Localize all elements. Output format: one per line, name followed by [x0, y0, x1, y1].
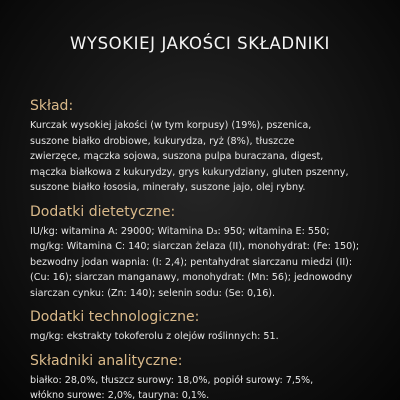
section-text: [30, 373, 382, 400]
text-line: mg/kg: Witamina C: 140; siarczan żelaza (II), monohydrat: (Fe: 150);: [30, 241, 360, 252]
section-dietary-additives: [30, 204, 382, 302]
text-line: mg/kg: ekstrakty tokoferolu z olejów roślinnych: 51.: [30, 331, 279, 342]
section-text: [30, 224, 382, 302]
page-title: WYSOKIEJ JAKOŚCI SKŁADNIKI: [69, 34, 330, 53]
text-line: zwierzęce, mączka sojowa, suszona pulpa buraczana, digest,: [30, 151, 324, 162]
section-composition: [30, 98, 382, 196]
text-line: Kurczak wysokiej jakości (w tym korpusy) (19%), pszenica,: [30, 120, 312, 131]
text-line: (Cu: 16); siarczan manganawy, monohydrat: (Mn: 56); jednowodny: [30, 272, 353, 283]
text-line: białko: 28,0%, tłuszcz surowy: 18,0%, popiół surowy: 7,5%,: [30, 374, 314, 386]
section-heading: Dodatki technologiczne:: [30, 309, 200, 325]
section-analytical-constituents: [30, 353, 382, 400]
section-text: [30, 118, 382, 196]
section-heading: Skład:: [30, 98, 74, 114]
text-line: suszone białko łososia, minerały, suszone jajo, olej rybny.: [30, 182, 306, 193]
section-text: [30, 329, 382, 345]
text-line: siarczan cynku: (Zn: 140); selenin sodu: (Se: 0,16).: [30, 287, 276, 299]
text-line: włókno surowe: 2,0%, tauryna: 0,1%.: [30, 390, 210, 400]
section-technological-additives: [30, 309, 382, 345]
text-line: bezwodny jodan wapnia: (I: 2,4); pentahydrat siarczanu miedzi (II):: [30, 256, 353, 268]
ingredients-content: [30, 98, 382, 400]
text-line: IU/kg: witamina A: 29000; Witamina D₃: 950; witamina E: 550;: [30, 225, 330, 237]
text-line: mączka białkowa z kukurydzy, grys kukurydziany, gluten pszenny,: [30, 166, 349, 178]
section-heading: Dodatki dietetyczne:: [30, 203, 176, 220]
text-line: suszone białko drobiowe, kukurydza, ryż (8%), tłuszcze: [30, 135, 295, 147]
section-heading: Składniki analityczne:: [30, 352, 183, 369]
